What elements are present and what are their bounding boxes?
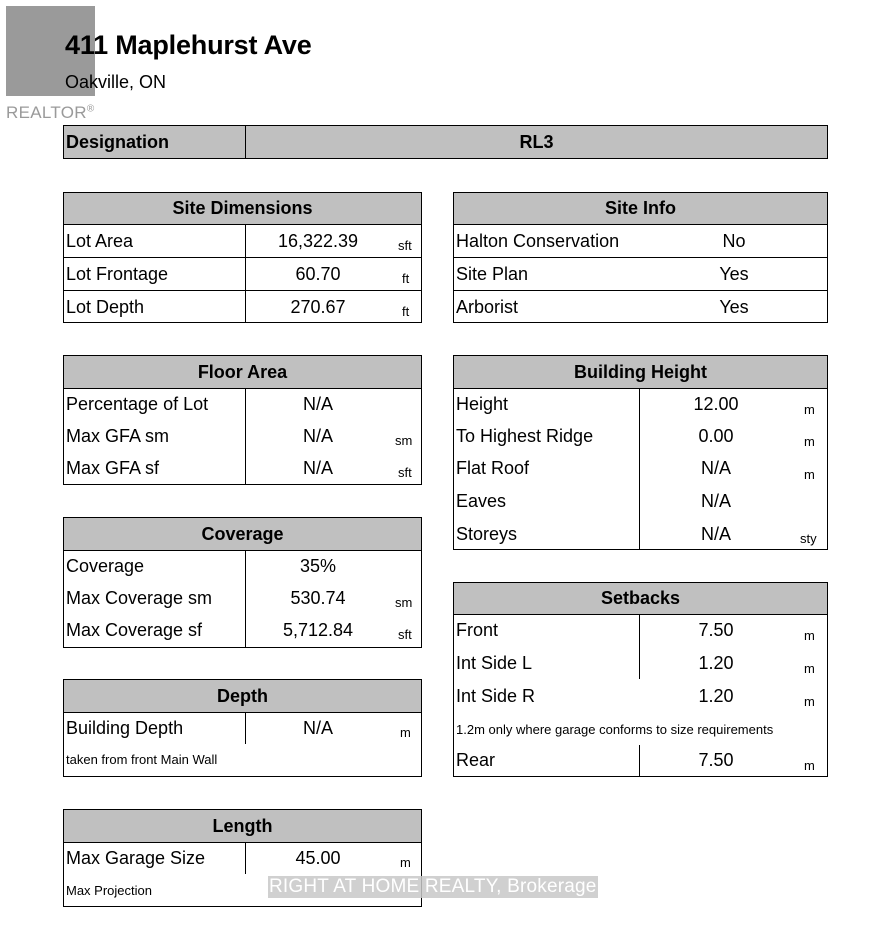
table-row: Height 12.00 m bbox=[456, 394, 815, 417]
table-row: Eaves N/A bbox=[456, 491, 731, 511]
floor-area-title: Floor Area bbox=[64, 356, 421, 389]
realtor-logo bbox=[6, 6, 98, 122]
table-row: Lot Frontage 60.70 ft bbox=[64, 258, 421, 291]
brokerage-watermark: RIGHT AT HOME REALTY, Brokerage bbox=[269, 876, 597, 897]
table-row: To Highest Ridge 0.00 m bbox=[456, 426, 815, 449]
table-row: Building Depth N/A m bbox=[66, 718, 411, 740]
table-row: Front 7.50 m bbox=[456, 620, 815, 643]
table-row: Arborist Yes bbox=[456, 297, 749, 317]
site-info-title: Site Info bbox=[454, 193, 827, 225]
depth-table bbox=[63, 679, 422, 777]
table-row: Coverage 35% bbox=[66, 556, 337, 576]
table-row: Halton Conservation No bbox=[454, 225, 827, 258]
table-row: Int Side R 1.20 m bbox=[456, 686, 815, 709]
table-row: Max Coverage sm 530.74 sm bbox=[66, 588, 413, 610]
building-height-title: Building Height bbox=[454, 356, 827, 389]
table-row: Percentage of Lot N/A bbox=[66, 394, 333, 414]
coverage-table bbox=[63, 517, 422, 648]
realtor-logo-text: REALTOR® bbox=[6, 103, 95, 122]
property-address: 411 Maplehurst Ave bbox=[65, 30, 312, 60]
designation-label: Designation bbox=[66, 132, 170, 152]
depth-note: taken from front Main Wall bbox=[66, 752, 218, 767]
depth-title: Depth bbox=[64, 680, 421, 713]
site-dimensions-table bbox=[63, 192, 422, 323]
table-row: Max Coverage sf 5,712.84 sft bbox=[66, 620, 412, 642]
table-row: Rear 7.50 m bbox=[456, 750, 815, 773]
designation-value: RL3 bbox=[519, 132, 554, 152]
table-row: Lot Depth 270.67 ft bbox=[66, 297, 410, 319]
coverage-title: Coverage bbox=[64, 518, 421, 551]
table-row: Max GFA sm N/A sm bbox=[66, 426, 413, 448]
length-note: Max Projection bbox=[66, 883, 152, 898]
building-height-table bbox=[453, 355, 828, 550]
table-row: Int Side L 1.20 m bbox=[456, 653, 815, 676]
table-row: Site Plan Yes bbox=[454, 258, 827, 291]
setbacks-title: Setbacks bbox=[454, 583, 827, 615]
table-row: Lot Area 16,322.39 sft bbox=[64, 225, 421, 258]
setbacks-note: 1.2m only where garage conforms to size requirements bbox=[456, 722, 774, 737]
site-dimensions-title: Site Dimensions bbox=[64, 193, 421, 225]
table-row: Storeys N/A sty bbox=[456, 524, 817, 546]
depth-note-row bbox=[64, 745, 421, 777]
designation-table bbox=[63, 125, 828, 159]
property-city: Oakville, ON bbox=[65, 72, 167, 92]
setbacks-table bbox=[453, 582, 828, 777]
table-row: Max GFA sf N/A sft bbox=[66, 458, 412, 480]
length-title: Length bbox=[64, 810, 421, 843]
site-info-table bbox=[453, 192, 828, 323]
table-row: Flat Roof N/A m bbox=[456, 458, 815, 482]
setbacks-note-row bbox=[454, 714, 827, 745]
floor-area-table bbox=[63, 355, 422, 485]
table-row: Max Garage Size 45.00 m bbox=[66, 848, 411, 870]
